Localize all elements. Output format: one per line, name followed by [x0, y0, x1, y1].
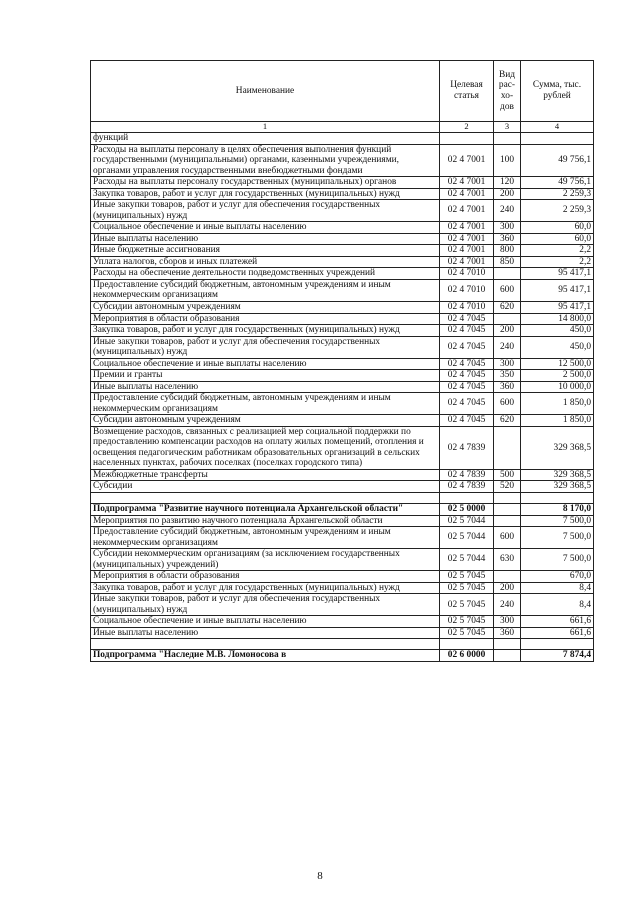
table-row — [91, 233, 594, 245]
row-amount: 7 500,0 — [521, 515, 594, 527]
column-number-sum: 4 — [521, 122, 594, 133]
table-row — [91, 650, 594, 662]
row-name: Подпрограмма "Наследие М.В. Ломоносова в — [91, 650, 440, 662]
row-name: Субсидии автономным учреждениям — [91, 415, 440, 427]
row-name: Субсидии автономным учреждениям — [91, 301, 440, 313]
row-name: Закупка товаров, работ и услуг для государственных (муниципальных) нужд — [91, 582, 440, 594]
table-row — [91, 469, 594, 481]
row-amount: 329 368,5 — [521, 469, 594, 481]
row-name: Закупка товаров, работ и услуг для государственных (муниципальных) нужд — [91, 188, 440, 200]
row-name: Уплата налогов, сборов и иных платежей — [91, 256, 440, 268]
row-expense-type: 240 — [494, 200, 521, 222]
row-name: Субсидии некоммерческим организациям (за исключением государственных (муниципальных) учреждений) — [91, 549, 440, 571]
row-target-code: 02 4 7010 — [440, 279, 494, 301]
table-header-row — [91, 61, 594, 122]
row-expense-type — [494, 639, 521, 650]
row-target-code — [440, 133, 494, 145]
row-expense-type — [494, 493, 521, 504]
row-target-code: 02 4 7045 — [440, 381, 494, 393]
row-amount: 95 417,1 — [521, 268, 594, 280]
row-expense-type: 620 — [494, 415, 521, 427]
table-row — [91, 515, 594, 527]
table-row — [91, 133, 594, 145]
row-name: Мероприятия в области образования — [91, 571, 440, 583]
row-expense-type — [494, 504, 521, 516]
row-expense-type: 200 — [494, 582, 521, 594]
row-name: Расходы на обеспечение деятельности подведомственных учреждений — [91, 268, 440, 280]
row-target-code: 02 4 7045 — [440, 313, 494, 325]
row-name: Мероприятия в области образования — [91, 313, 440, 325]
table-row — [91, 256, 594, 268]
row-target-code: 02 4 7839 — [440, 426, 494, 469]
row-amount: 8 170,0 — [521, 504, 594, 516]
row-name: Субсидии — [91, 481, 440, 493]
row-name: Межбюджетные трансферты — [91, 469, 440, 481]
row-name: Иные закупки товаров, работ и услуг для обеспечения государственных (муниципальных) нужд — [91, 594, 440, 616]
row-expense-type: 600 — [494, 393, 521, 415]
row-amount: 1 850,0 — [521, 393, 594, 415]
row-name: Социальное обеспечение и иные выплаты населению — [91, 358, 440, 370]
row-expense-type — [494, 515, 521, 527]
header-code: Целевая статья — [440, 61, 494, 122]
row-name: Предоставление субсидий бюджетным, автономным учреждениям и иным некоммерческим организациям — [91, 279, 440, 301]
table-row — [91, 381, 594, 393]
row-expense-type: 240 — [494, 594, 521, 616]
row-target-code: 02 4 7045 — [440, 358, 494, 370]
table-row — [91, 313, 594, 325]
row-amount — [521, 493, 594, 504]
row-amount: 661,6 — [521, 627, 594, 639]
row-expense-type — [494, 313, 521, 325]
column-number-code: 2 — [440, 122, 494, 133]
row-target-code: 02 4 7001 — [440, 256, 494, 268]
row-amount: 329 368,5 — [521, 481, 594, 493]
table-row — [91, 582, 594, 594]
row-amount: 14 800,0 — [521, 313, 594, 325]
row-amount: 60,0 — [521, 233, 594, 245]
row-expense-type: 300 — [494, 222, 521, 234]
table-row — [91, 426, 594, 469]
table-row — [91, 527, 594, 549]
table-row — [91, 627, 594, 639]
row-target-code: 02 5 7044 — [440, 549, 494, 571]
table-body — [91, 133, 594, 662]
row-target-code: 02 4 7045 — [440, 325, 494, 337]
table-row — [91, 549, 594, 571]
table-row — [91, 616, 594, 628]
row-name: Возмещение расходов, связанных с реализацией мер социальной поддержки по предоставлению компенсации расходов на оплату жилых помещений, отопления и освещения педагогическим работникам образовательных организаций в сельских населенных пунктах, рабочих поселках (поселках городского типа) — [91, 426, 440, 469]
row-expense-type: 800 — [494, 245, 521, 257]
row-amount: 2 259,3 — [521, 200, 594, 222]
row-target-code: 02 5 0000 — [440, 504, 494, 516]
row-expense-type: 200 — [494, 325, 521, 337]
row-target-code: 02 4 7045 — [440, 415, 494, 427]
table-row — [91, 481, 594, 493]
row-amount: 49 756,1 — [521, 177, 594, 189]
row-name: Закупка товаров, работ и услуг для государственных (муниципальных) нужд — [91, 325, 440, 337]
row-amount: 2 259,3 — [521, 188, 594, 200]
row-target-code: 02 4 7010 — [440, 268, 494, 280]
row-target-code: 02 4 7001 — [440, 177, 494, 189]
row-target-code: 02 4 7839 — [440, 481, 494, 493]
table-row — [91, 336, 594, 358]
row-expense-type: 300 — [494, 358, 521, 370]
row-target-code: 02 4 7001 — [440, 188, 494, 200]
row-expense-type — [494, 571, 521, 583]
row-amount: 450,0 — [521, 336, 594, 358]
row-target-code — [440, 639, 494, 650]
table-row — [91, 504, 594, 516]
row-expense-type — [494, 268, 521, 280]
table-row — [91, 279, 594, 301]
row-amount: 2,2 — [521, 245, 594, 257]
row-amount: 7 500,0 — [521, 527, 594, 549]
table-row — [91, 177, 594, 189]
table-row — [91, 245, 594, 257]
row-target-code: 02 4 7001 — [440, 245, 494, 257]
row-expense-type: 240 — [494, 336, 521, 358]
row-amount: 2 500,0 — [521, 370, 594, 382]
row-target-code: 02 4 7001 — [440, 144, 494, 177]
row-name: Иные выплаты населению — [91, 381, 440, 393]
table-row — [91, 222, 594, 234]
row-target-code: 02 4 7001 — [440, 233, 494, 245]
row-target-code: 02 5 7044 — [440, 527, 494, 549]
row-amount: 2,2 — [521, 256, 594, 268]
table-row — [91, 393, 594, 415]
row-expense-type: 200 — [494, 188, 521, 200]
row-name: Иные бюджетные ассигнования — [91, 245, 440, 257]
row-target-code: 02 5 7045 — [440, 582, 494, 594]
row-amount: 7 500,0 — [521, 549, 594, 571]
row-target-code: 02 4 7045 — [440, 370, 494, 382]
column-number-type: 3 — [494, 122, 521, 133]
row-name: Иные выплаты населению — [91, 233, 440, 245]
table-row — [91, 200, 594, 222]
row-amount: 661,6 — [521, 616, 594, 628]
row-amount: 49 756,1 — [521, 144, 594, 177]
row-name — [91, 493, 440, 504]
row-target-code — [440, 493, 494, 504]
row-target-code: 02 5 7044 — [440, 515, 494, 527]
row-target-code: 02 4 7045 — [440, 393, 494, 415]
table-row — [91, 144, 594, 177]
row-name: Премии и гранты — [91, 370, 440, 382]
row-target-code: 02 5 7045 — [440, 594, 494, 616]
table-row — [91, 301, 594, 313]
table-row — [91, 268, 594, 280]
row-target-code: 02 5 7045 — [440, 627, 494, 639]
row-target-code: 02 5 7045 — [440, 571, 494, 583]
row-expense-type — [494, 426, 521, 469]
table-spacer-row — [91, 639, 594, 650]
table-row — [91, 415, 594, 427]
row-amount — [521, 639, 594, 650]
row-amount: 10 000,0 — [521, 381, 594, 393]
row-amount: 450,0 — [521, 325, 594, 337]
row-amount: 670,0 — [521, 571, 594, 583]
header-sum: Сумма, тыс. рублей — [521, 61, 594, 122]
row-amount: 329 368,5 — [521, 426, 594, 469]
row-target-code: 02 5 7045 — [440, 616, 494, 628]
row-name: Иные закупки товаров, работ и услуг для обеспечения государственных (муниципальных) нужд — [91, 200, 440, 222]
row-amount: 8,4 — [521, 594, 594, 616]
row-expense-type: 360 — [494, 381, 521, 393]
table-row — [91, 571, 594, 583]
row-expense-type: 500 — [494, 469, 521, 481]
row-expense-type: 300 — [494, 616, 521, 628]
row-expense-type: 630 — [494, 549, 521, 571]
row-expense-type: 360 — [494, 233, 521, 245]
row-expense-type: 100 — [494, 144, 521, 177]
column-number-name: 1 — [91, 122, 440, 133]
table-row — [91, 188, 594, 200]
header-type: Вид рас- хо- дов — [494, 61, 521, 122]
row-expense-type — [494, 133, 521, 145]
row-amount: 8,4 — [521, 582, 594, 594]
row-target-code: 02 4 7839 — [440, 469, 494, 481]
row-name: Иные закупки товаров, работ и услуг для обеспечения государственных (муниципальных) нужд — [91, 336, 440, 358]
row-expense-type — [494, 650, 521, 662]
row-expense-type: 520 — [494, 481, 521, 493]
row-name — [91, 639, 440, 650]
row-name: функций — [91, 133, 440, 145]
row-target-code: 02 4 7001 — [440, 200, 494, 222]
row-expense-type: 600 — [494, 527, 521, 549]
row-name: Расходы на выплаты персоналу в целях обеспечения выполнения функций государственными (муниципальными) органами, казенными учреждениями, органами управления государственными внебюджетными фондами — [91, 144, 440, 177]
row-target-code: 02 4 7010 — [440, 301, 494, 313]
row-expense-type: 120 — [494, 177, 521, 189]
row-name: Социальное обеспечение и иные выплаты населению — [91, 616, 440, 628]
row-expense-type: 360 — [494, 627, 521, 639]
column-number-row — [91, 122, 594, 133]
row-amount: 12 500,0 — [521, 358, 594, 370]
row-amount: 1 850,0 — [521, 415, 594, 427]
row-name: Предоставление субсидий бюджетным, автономным учреждениям и иным некоммерческим организациям — [91, 527, 440, 549]
row-amount: 60,0 — [521, 222, 594, 234]
table-spacer-row — [91, 493, 594, 504]
row-amount: 95 417,1 — [521, 279, 594, 301]
header-name: Наименование — [91, 61, 440, 122]
row-expense-type: 350 — [494, 370, 521, 382]
row-expense-type: 850 — [494, 256, 521, 268]
row-amount: 7 874,4 — [521, 650, 594, 662]
row-target-code: 02 4 7045 — [440, 336, 494, 358]
table-row — [91, 370, 594, 382]
row-name: Предоставление субсидий бюджетным, автономным учреждениям и иным некоммерческим организациям — [91, 393, 440, 415]
row-expense-type: 600 — [494, 279, 521, 301]
row-name: Расходы на выплаты персоналу государственных (муниципальных) органов — [91, 177, 440, 189]
row-name: Социальное обеспечение и иные выплаты населению — [91, 222, 440, 234]
row-amount: 95 417,1 — [521, 301, 594, 313]
page-number: 8 — [317, 870, 323, 882]
row-amount — [521, 133, 594, 145]
table-row — [91, 594, 594, 616]
table-row — [91, 325, 594, 337]
row-name: Подпрограмма "Развитие научного потенциала Архангельской области" — [91, 504, 440, 516]
row-name: Мероприятия по развитию научного потенциала Архангельской области — [91, 515, 440, 527]
row-expense-type: 620 — [494, 301, 521, 313]
row-name: Иные выплаты населению — [91, 627, 440, 639]
row-target-code: 02 4 7001 — [440, 222, 494, 234]
budget-table — [90, 60, 594, 662]
row-target-code: 02 6 0000 — [440, 650, 494, 662]
table-row — [91, 358, 594, 370]
